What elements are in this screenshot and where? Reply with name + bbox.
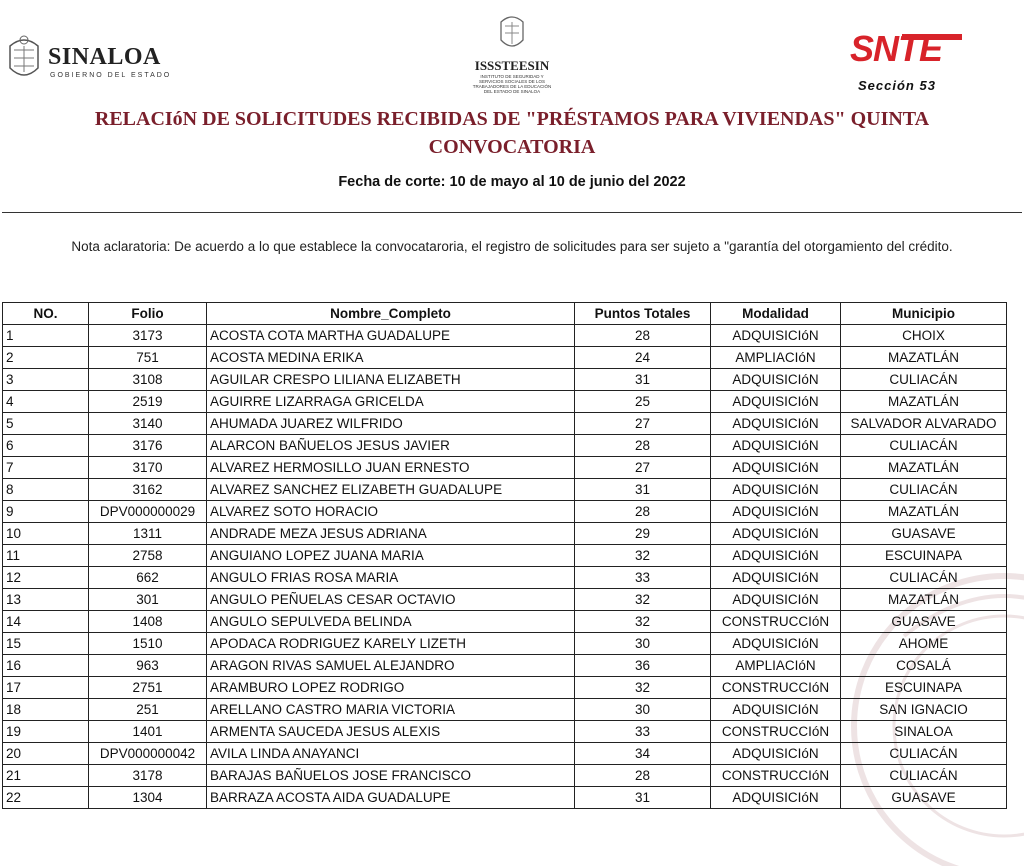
issste-logo <box>462 10 562 94</box>
table-row <box>3 391 1007 413</box>
cell-municipio: GUASAVE <box>841 611 1007 633</box>
cell-puntos: 28 <box>575 501 711 523</box>
cell-municipio: CULIACÁN <box>841 765 1007 787</box>
table-row <box>3 655 1007 677</box>
cell-folio: 2758 <box>89 545 207 567</box>
cell-folio: 3162 <box>89 479 207 501</box>
cell-no: 11 <box>3 545 89 567</box>
cell-nombre: ANGULO PEÑUELAS CESAR OCTAVIO <box>207 589 575 611</box>
issste-seal-icon <box>498 10 526 54</box>
table-row <box>3 435 1007 457</box>
table-row <box>3 699 1007 721</box>
cell-modalidad: ADQUISICIóN <box>711 413 841 435</box>
cell-puntos: 32 <box>575 589 711 611</box>
cell-folio: 2751 <box>89 677 207 699</box>
table-row <box>3 633 1007 655</box>
header-no: NO. <box>3 303 89 325</box>
snte-name: SNTE <box>850 28 943 69</box>
table-row <box>3 457 1007 479</box>
cell-municipio: CHOIX <box>841 325 1007 347</box>
table-row <box>3 611 1007 633</box>
cell-modalidad: ADQUISICIóN <box>711 545 841 567</box>
cell-folio: 751 <box>89 347 207 369</box>
table-row <box>3 479 1007 501</box>
cell-folio: 1408 <box>89 611 207 633</box>
table-header-row <box>3 303 1007 325</box>
cell-puntos: 31 <box>575 787 711 809</box>
cell-folio: 963 <box>89 655 207 677</box>
cell-modalidad: ADQUISICIóN <box>711 633 841 655</box>
cell-folio: 1510 <box>89 633 207 655</box>
cell-modalidad: ADQUISICIóN <box>711 435 841 457</box>
cell-modalidad: ADQUISICIóN <box>711 699 841 721</box>
cell-puntos: 32 <box>575 611 711 633</box>
cell-puntos: 30 <box>575 699 711 721</box>
cell-no: 5 <box>3 413 89 435</box>
cell-no: 6 <box>3 435 89 457</box>
cell-modalidad: ADQUISICIóN <box>711 787 841 809</box>
cell-modalidad: ADQUISICIóN <box>711 369 841 391</box>
cell-no: 16 <box>3 655 89 677</box>
cell-no: 9 <box>3 501 89 523</box>
cell-municipio: MAZATLÁN <box>841 589 1007 611</box>
cell-nombre: ARMENTA SAUCEDA JESUS ALEXIS <box>207 721 575 743</box>
table-row <box>3 501 1007 523</box>
cell-modalidad: CONSTRUCCIóN <box>711 677 841 699</box>
cell-folio: 2519 <box>89 391 207 413</box>
sinaloa-seal-icon <box>6 32 42 84</box>
cell-nombre: BARAJAS BAÑUELOS JOSE FRANCISCO <box>207 765 575 787</box>
cell-nombre: ANGULO SEPULVEDA BELINDA <box>207 611 575 633</box>
snte-logo <box>848 28 972 98</box>
cell-puntos: 36 <box>575 655 711 677</box>
cell-nombre: ARAMBURO LOPEZ RODRIGO <box>207 677 575 699</box>
cell-puntos: 31 <box>575 369 711 391</box>
cell-nombre: ALVAREZ SOTO HORACIO <box>207 501 575 523</box>
cell-nombre: ACOSTA MEDINA ERIKA <box>207 347 575 369</box>
table-row <box>3 743 1007 765</box>
cell-modalidad: ADQUISICIóN <box>711 391 841 413</box>
table-row <box>3 787 1007 809</box>
cell-puntos: 28 <box>575 435 711 457</box>
cell-no: 13 <box>3 589 89 611</box>
cell-no: 4 <box>3 391 89 413</box>
cell-municipio: MAZATLÁN <box>841 457 1007 479</box>
cell-modalidad: ADQUISICIóN <box>711 523 841 545</box>
cell-nombre: APODACA RODRIGUEZ KARELY LIZETH <box>207 633 575 655</box>
table-row <box>3 567 1007 589</box>
cell-nombre: ARELLANO CASTRO MARIA VICTORIA <box>207 699 575 721</box>
cell-puntos: 30 <box>575 633 711 655</box>
cell-municipio: ESCUINAPA <box>841 545 1007 567</box>
table-row <box>3 589 1007 611</box>
cell-no: 19 <box>3 721 89 743</box>
cell-no: 10 <box>3 523 89 545</box>
cell-nombre: ANGULO FRIAS ROSA MARIA <box>207 567 575 589</box>
cell-modalidad: CONSTRUCCIóN <box>711 721 841 743</box>
cell-puntos: 29 <box>575 523 711 545</box>
cell-folio: 3173 <box>89 325 207 347</box>
cell-puntos: 34 <box>575 743 711 765</box>
cell-modalidad: ADQUISICIóN <box>711 567 841 589</box>
cell-municipio: COSALÁ <box>841 655 1007 677</box>
cell-puntos: 33 <box>575 567 711 589</box>
cell-puntos: 28 <box>575 765 711 787</box>
cell-puntos: 32 <box>575 677 711 699</box>
cell-no: 12 <box>3 567 89 589</box>
cell-no: 18 <box>3 699 89 721</box>
cell-municipio: GUASAVE <box>841 523 1007 545</box>
cell-puntos: 24 <box>575 347 711 369</box>
cell-folio: 1304 <box>89 787 207 809</box>
table-row <box>3 347 1007 369</box>
header-modalidad: Modalidad <box>711 303 841 325</box>
cell-puntos: 27 <box>575 413 711 435</box>
applications-table <box>2 302 1007 809</box>
cell-modalidad: CONSTRUCCIóN <box>711 765 841 787</box>
cell-municipio: ESCUINAPA <box>841 677 1007 699</box>
cell-municipio: SINALOA <box>841 721 1007 743</box>
cell-municipio: SALVADOR ALVARADO <box>841 413 1007 435</box>
cell-puntos: 31 <box>575 479 711 501</box>
cell-nombre: ALVAREZ HERMOSILLO JUAN ERNESTO <box>207 457 575 479</box>
cell-modalidad: AMPLIACIóN <box>711 655 841 677</box>
cell-nombre: AVILA LINDA ANAYANCI <box>207 743 575 765</box>
cell-nombre: AGUILAR CRESPO LILIANA ELIZABETH <box>207 369 575 391</box>
issste-subtitle: INSTITUTO DE SEGURIDAD Y SERVICIOS SOCIALES DE LOS TRABAJADORES DE LA EDUCACIÓN DEL ESTADO DE SINALOA <box>472 74 552 94</box>
cell-folio: 251 <box>89 699 207 721</box>
cell-modalidad: ADQUISICIóN <box>711 479 841 501</box>
header-puntos: Puntos Totales <box>575 303 711 325</box>
cell-folio: 1401 <box>89 721 207 743</box>
cell-municipio: CULIACÁN <box>841 567 1007 589</box>
cutoff-date: Fecha de corte: 10 de mayo al 10 de junio del 2022 <box>338 174 686 190</box>
table-row <box>3 721 1007 743</box>
cell-no: 21 <box>3 765 89 787</box>
cell-modalidad: ADQUISICIóN <box>711 325 841 347</box>
cell-no: 2 <box>3 347 89 369</box>
cell-puntos: 33 <box>575 721 711 743</box>
cell-no: 14 <box>3 611 89 633</box>
cell-municipio: SAN IGNACIO <box>841 699 1007 721</box>
cell-nombre: ALVAREZ SANCHEZ ELIZABETH GUADALUPE <box>207 479 575 501</box>
header-nombre: Nombre_Completo <box>207 303 575 325</box>
table-row <box>3 545 1007 567</box>
cell-municipio: AHOME <box>841 633 1007 655</box>
table-row <box>3 677 1007 699</box>
cell-municipio: MAZATLÁN <box>841 391 1007 413</box>
cell-puntos: 25 <box>575 391 711 413</box>
cell-nombre: ACOSTA COTA MARTHA GUADALUPE <box>207 325 575 347</box>
cell-municipio: GUASAVE <box>841 787 1007 809</box>
table-row <box>3 765 1007 787</box>
cell-puntos: 32 <box>575 545 711 567</box>
header-municipio: Municipio <box>841 303 1007 325</box>
cell-modalidad: ADQUISICIóN <box>711 501 841 523</box>
cell-municipio: MAZATLÁN <box>841 501 1007 523</box>
table-row <box>3 325 1007 347</box>
page-header <box>0 0 1024 100</box>
cell-nombre: ALARCON BAÑUELOS JESUS JAVIER <box>207 435 575 457</box>
cell-nombre: ARAGON RIVAS SAMUEL ALEJANDRO <box>207 655 575 677</box>
cell-modalidad: ADQUISICIóN <box>711 457 841 479</box>
cell-no: 1 <box>3 325 89 347</box>
sinaloa-subtitle: GOBIERNO DEL ESTADO <box>50 72 172 79</box>
cell-nombre: ANGUIANO LOPEZ JUANA MARIA <box>207 545 575 567</box>
cell-no: 22 <box>3 787 89 809</box>
cell-folio: 1311 <box>89 523 207 545</box>
cell-folio: 662 <box>89 567 207 589</box>
cell-no: 3 <box>3 369 89 391</box>
cell-folio: 3108 <box>89 369 207 391</box>
cell-no: 7 <box>3 457 89 479</box>
cell-no: 20 <box>3 743 89 765</box>
cell-puntos: 28 <box>575 325 711 347</box>
cell-nombre: ANDRADE MEZA JESUS ADRIANA <box>207 523 575 545</box>
cell-municipio: MAZATLÁN <box>841 347 1007 369</box>
snte-section: Sección 53 <box>858 78 936 93</box>
cell-municipio: CULIACÁN <box>841 369 1007 391</box>
cell-folio: 3170 <box>89 457 207 479</box>
cell-folio: 301 <box>89 589 207 611</box>
cell-modalidad: CONSTRUCCIóN <box>711 611 841 633</box>
table-row <box>3 523 1007 545</box>
cell-no: 17 <box>3 677 89 699</box>
cell-folio: 3176 <box>89 435 207 457</box>
cell-nombre: AGUIRRE LIZARRAGA GRICELDA <box>207 391 575 413</box>
cell-folio: DPV000000042 <box>89 743 207 765</box>
cell-municipio: CULIACÁN <box>841 479 1007 501</box>
cell-modalidad: ADQUISICIóN <box>711 589 841 611</box>
cell-folio: DPV000000029 <box>89 501 207 523</box>
table-row <box>3 413 1007 435</box>
cell-nombre: AHUMADA JUAREZ WILFRIDO <box>207 413 575 435</box>
cell-municipio: CULIACÁN <box>841 435 1007 457</box>
issste-name: ISSSTEESIN <box>474 58 550 73</box>
cell-municipio: CULIACÁN <box>841 743 1007 765</box>
cell-folio: 3178 <box>89 765 207 787</box>
cell-modalidad: ADQUISICIóN <box>711 743 841 765</box>
page-title: RELACIóN DE SOLICITUDES RECIBIDAS DE "PRÉSTAMOS PARA VIVIENDAS" QUINTA CONVOCATORIA <box>94 108 930 158</box>
sinaloa-logo <box>6 32 186 88</box>
sinaloa-name: SINALOA <box>48 44 161 70</box>
cell-modalidad: AMPLIACIóN <box>711 347 841 369</box>
cell-nombre: BARRAZA ACOSTA AIDA GUADALUPE <box>207 787 575 809</box>
cell-puntos: 27 <box>575 457 711 479</box>
table-row <box>3 369 1007 391</box>
header-folio: Folio <box>89 303 207 325</box>
cell-folio: 3140 <box>89 413 207 435</box>
cell-no: 15 <box>3 633 89 655</box>
cell-no: 8 <box>3 479 89 501</box>
clarification-note: Nota aclaratoria: De acuerdo a lo que establece la convocataroria, el registro de solicitudes para ser sujeto a "garantía del otorgamiento del crédito. <box>71 239 953 254</box>
divider <box>2 212 1022 213</box>
